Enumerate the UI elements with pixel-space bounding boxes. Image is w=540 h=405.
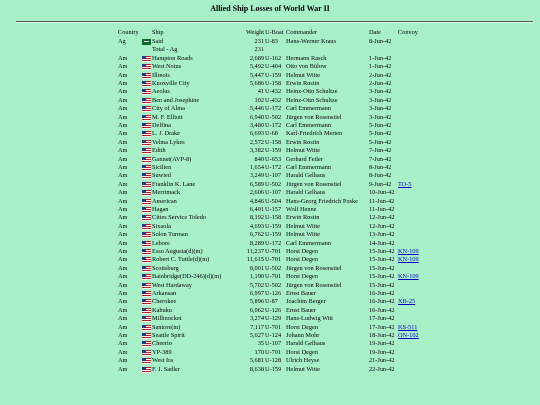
cell-commander: Erwin Rostin — [286, 214, 320, 222]
cell-ship: West Hardaway — [152, 281, 192, 289]
cell-country: Am — [118, 164, 128, 171]
flag-icon — [142, 106, 151, 112]
cell-country: Am — [118, 54, 128, 62]
cell-commander: Jürgen von Rosenstiel — [286, 113, 342, 121]
flag-icon — [142, 358, 151, 364]
cell-uboat: U-87 — [265, 298, 278, 306]
cell-weight: 6,762 — [249, 231, 264, 239]
flag-icon — [142, 341, 151, 347]
cell-weight: 6,589 — [249, 180, 264, 188]
cell-country: Am — [118, 197, 128, 205]
cell-weight: 1,190 — [249, 273, 264, 281]
flag-icon — [142, 299, 151, 305]
cell-country: Am — [118, 138, 128, 146]
flag-icon — [142, 182, 151, 188]
cell-uboat: U-504 — [265, 197, 282, 205]
cell-uboat: U-128 — [265, 357, 282, 365]
cell-commander: Horst Degen — [286, 256, 319, 264]
flag-icon — [142, 316, 151, 322]
cell-ship: Illinois — [152, 71, 170, 79]
cell-ship: Esso Augusta(d)(m) — [152, 248, 203, 255]
convoy-link[interactable]: TO-5 — [398, 180, 412, 188]
cell-date: 9-Jun-42 — [369, 180, 392, 188]
cell-ship: West Notus — [152, 63, 182, 71]
cell-commander: Helmut Witte — [286, 231, 321, 239]
cell-ship: Arkansan — [152, 290, 177, 297]
cell-ship: West Ira — [152, 357, 173, 365]
cell-ship: Aeolus — [152, 88, 170, 96]
cell-country: Am — [118, 113, 128, 121]
flag-icon — [142, 148, 151, 154]
cell-ship: Edith — [152, 147, 166, 155]
cell-commander: Ernst Bauer — [286, 290, 316, 297]
cell-country: Am — [118, 281, 128, 289]
cell-date: 8-Jun-42 — [369, 172, 392, 180]
cell-uboat: U-157 — [265, 206, 282, 213]
cell-uboat: U-432 — [265, 88, 282, 96]
cell-date: 3-Jun-42 — [369, 113, 392, 121]
cell-weight: 6,693 — [249, 130, 264, 138]
cell-uboat: U-124 — [265, 332, 282, 339]
cell-commander: Heinz-Otto Schultze — [286, 88, 338, 96]
cell-uboat: U-701 — [265, 256, 282, 264]
cell-weight: 8,192 — [249, 214, 264, 222]
cell-uboat: U-159 — [265, 231, 282, 239]
cell-date: 21-Jun-42 — [369, 357, 395, 365]
cell-weight: 102 — [254, 96, 264, 104]
cell-uboat: U-68 — [265, 130, 278, 138]
cell-country: Am — [118, 332, 128, 339]
cell-commander: Horst Degen — [286, 248, 319, 255]
flag-icon — [142, 283, 151, 289]
flag-icon — [142, 56, 151, 62]
cell-country: Am — [118, 365, 128, 373]
cell-date: 2-Jun-42 — [369, 71, 392, 79]
cell-country: Am — [118, 172, 128, 180]
cell-commander: Helmut Witte — [286, 222, 321, 230]
header-uboat: U-Boat — [265, 29, 284, 36]
flag-icon — [142, 98, 151, 104]
cell-date: 15-Jun-42 — [369, 256, 395, 264]
cell-country: Am — [118, 239, 128, 247]
cell-ship: F. J. Sadler — [152, 365, 180, 373]
flag-icon — [142, 115, 151, 121]
cell-commander: Horst Degen — [286, 348, 319, 356]
cell-uboat: U-701 — [265, 273, 282, 281]
cell-weight: 8,289 — [249, 239, 264, 247]
cell-commander: Heinz-Otto Schultze — [286, 96, 338, 104]
cell-uboat: U-432 — [265, 96, 282, 104]
cell-weight: 11,237 — [246, 248, 264, 255]
cell-country: Am — [118, 214, 128, 222]
cell-ship: Hampton Roads — [152, 54, 193, 62]
cell-uboat: U-158 — [265, 80, 282, 87]
cell-country: Am — [118, 155, 128, 163]
cell-ship: YP-389 — [152, 348, 172, 356]
flag-icon — [142, 173, 151, 179]
cell-ship: L. J. Drake — [152, 130, 180, 138]
cell-ship: Ben and Josephine — [152, 96, 200, 104]
cell-weight: 5,681 — [249, 357, 264, 365]
cell-uboat: U-653 — [265, 155, 282, 163]
page-title: Allied Ship Losses of World War II — [210, 4, 330, 13]
cell-ship: American — [152, 197, 177, 205]
cell-weight: 170 — [254, 348, 264, 356]
cell-date: 17-Jun-42 — [369, 323, 395, 331]
cell-uboat: U-159 — [265, 222, 282, 230]
cell-weight: 35 — [257, 340, 264, 348]
cell-uboat: U-172 — [265, 122, 282, 129]
cell-commander: Helmut Witte — [286, 147, 321, 155]
cell-uboat: U-126 — [265, 290, 282, 297]
cell-country: Am — [118, 222, 128, 230]
cell-ship: Scottsburg — [152, 264, 179, 272]
cell-weight: 41 — [257, 88, 264, 96]
cell-ship: Sixaola — [152, 222, 171, 230]
cell-uboat: U-107 — [265, 189, 282, 197]
cell-date: 3-Jun-42 — [369, 105, 392, 113]
cell-commander: Ernst Bauer — [286, 306, 316, 314]
flag-icon — [142, 308, 151, 314]
cell-uboat: U-162 — [265, 54, 282, 62]
cell-commander: Johann Mohr — [286, 332, 320, 339]
cell-commander: Jürgen von Rosenstiel — [286, 180, 342, 188]
cell-date: 17-Jun-42 — [369, 315, 395, 323]
cell-uboat: U-126 — [265, 306, 282, 314]
cell-country: Am — [118, 231, 128, 239]
cell-date: 2-Jun-42 — [369, 80, 392, 87]
cell-commander: Carl Emmermann — [286, 239, 331, 247]
cell-commander: Harald Gelhaus — [286, 172, 326, 180]
cell-country: Am — [118, 71, 128, 79]
cell-uboat: U-172 — [265, 239, 282, 247]
cell-date: 22-Jun-42 — [369, 365, 395, 373]
flag-icon — [142, 274, 151, 280]
cell-weight: 5,702 — [249, 281, 264, 289]
cell-uboat: U-701 — [265, 323, 282, 331]
cell-weight: 231 — [254, 38, 264, 45]
divider-rule — [16, 21, 533, 23]
cell-country: Am — [118, 256, 128, 264]
header-convoy: Convoy — [398, 29, 418, 36]
cell-date: 10-Jun-42 — [369, 189, 395, 197]
flag-icon — [142, 249, 151, 255]
cell-date: 15-Jun-42 — [369, 273, 395, 281]
cell-commander: Ulrich Heyse — [286, 357, 320, 365]
cell-ship: Merrimack — [152, 189, 180, 197]
flag-icon — [142, 257, 151, 263]
flag-icon — [142, 266, 151, 272]
cell-uboat: U-159 — [265, 365, 282, 373]
cell-weight: 3,382 — [249, 147, 264, 155]
cell-date: 15-Jun-42 — [369, 264, 395, 272]
flag-icon — [142, 123, 151, 129]
header-date: Date — [369, 29, 381, 36]
cell-uboat: U-159 — [265, 147, 282, 155]
convoy-link[interactable]: KN-109 — [398, 256, 419, 264]
cell-weight: 3,249 — [249, 172, 264, 180]
cell-ship: Knoxville City — [152, 80, 190, 87]
cell-ship: Cities Service Toledo — [152, 214, 207, 222]
flag-icon — [142, 291, 151, 297]
cell-commander: Erwin Rostin — [286, 138, 320, 146]
cell-ship: Hagan — [152, 206, 169, 213]
cell-uboat: U-158 — [265, 214, 282, 222]
flag-icon — [142, 73, 151, 79]
cell-commander: Gerhard Feiler — [286, 155, 323, 163]
cell-weight: 4,846 — [249, 197, 264, 205]
cell-country: Am — [118, 273, 128, 281]
cell-ship: Millinocket — [152, 315, 182, 323]
flag-icon — [142, 140, 151, 146]
cell-date: 7-Jun-42 — [369, 147, 392, 155]
cell-country: Am — [118, 189, 128, 197]
cell-weight: 2,689 — [249, 54, 264, 62]
cell-uboat: U-158 — [265, 138, 282, 146]
cell-date: 5-Jun-42 — [369, 130, 392, 138]
cell-commander: Otto von Bülow — [286, 63, 327, 71]
cell-country: Am — [118, 357, 128, 365]
cell-weight: 8,001 — [249, 264, 264, 272]
cell-country: Am — [118, 298, 128, 306]
cell-ship: Robert C. Tuttle(d)(m) — [152, 256, 210, 264]
cell-uboat: U-172 — [265, 164, 282, 171]
cell-date: 11-Jun-42 — [369, 206, 395, 213]
cell-ship: Sicilien — [152, 164, 172, 171]
cell-commander: Hans-Werner Kraus — [286, 38, 337, 45]
cell-weight: 4,693 — [249, 222, 264, 230]
cell-weight: 5,447 — [249, 71, 264, 79]
cell-weight: 5,492 — [249, 63, 264, 71]
cell-date: 1-Jun-42 — [369, 54, 392, 62]
cell-commander: Jürgen von Rosenstiel — [286, 281, 342, 289]
flag-icon — [142, 367, 151, 373]
flag-icon — [142, 325, 151, 331]
cell-uboat: U-404 — [265, 63, 282, 71]
cell-commander: Carl Emmermann — [286, 122, 331, 129]
cell-commander: Wolf Henne — [286, 206, 317, 213]
cell-commander: Hans-Georg Friedrich Poske — [286, 197, 358, 205]
flag-icon — [142, 350, 151, 356]
convoy-link[interactable]: KN-109 — [398, 248, 419, 255]
cell-date: 16-Jun-42 — [369, 306, 395, 314]
cell-commander: Carl Emmermann — [286, 105, 331, 113]
cell-ship: Lebore — [152, 239, 170, 247]
cell-country: Am — [118, 315, 128, 323]
cell-country: Am — [118, 248, 128, 255]
cell-weight: 8,638 — [249, 365, 264, 373]
cell-date: 14-Jun-42 — [369, 239, 395, 247]
cell-ship: Kahuku — [152, 306, 172, 314]
flag-icon — [142, 199, 151, 205]
cell-ship: Cherokee — [152, 298, 177, 306]
flag-icon — [142, 215, 151, 221]
cell-weight: 3,274 — [249, 315, 264, 323]
cell-commander: Helmut Witte — [286, 365, 321, 373]
convoy-link[interactable]: KN-109 — [398, 273, 419, 281]
convoy-link[interactable]: ON-102 — [398, 332, 419, 339]
flag-icon — [142, 64, 151, 70]
cell-commander: Helmut Witte — [286, 71, 321, 79]
cell-date: 3-Jun-42 — [369, 96, 392, 104]
cell-ship: Said — [152, 38, 164, 45]
cell-weight: 6,401 — [249, 206, 264, 213]
cell-weight: 840 — [254, 155, 264, 163]
cell-ship: Gannet(AVP-8) — [152, 155, 192, 163]
cell-commander: Hans-Ludwig Witt — [286, 315, 334, 323]
cell-weight: 5,896 — [249, 298, 264, 306]
cell-ship: Total - Ag — [152, 46, 178, 54]
flag-icon — [142, 224, 151, 230]
cell-uboat: U-107 — [265, 340, 282, 348]
cell-ship: Franklin K. Lane — [152, 180, 196, 188]
cell-ship: Solon Turman — [152, 231, 188, 239]
cell-country: Am — [118, 130, 128, 138]
cell-date: 8-Jun-42 — [369, 164, 392, 171]
cell-commander: Harald Gelhaus — [286, 189, 326, 197]
cell-date: 3-Jun-42 — [369, 88, 392, 96]
cell-country: Am — [118, 122, 128, 129]
cell-date: 16-Jun-42 — [369, 298, 395, 306]
cell-uboat: U-502 — [265, 180, 282, 188]
cell-date: 19-Jun-42 — [369, 348, 395, 356]
cell-ship: Suwied — [152, 172, 171, 180]
cell-weight: 11,615 — [246, 256, 264, 264]
header-commander: Commander — [286, 29, 318, 36]
cell-date: 5-Jun-42 — [369, 122, 392, 129]
cell-weight: 6,997 — [249, 290, 264, 297]
flag-icon — [142, 131, 151, 137]
cell-uboat: U-701 — [265, 348, 282, 356]
flag-icon — [142, 39, 151, 45]
flag-icon — [142, 241, 151, 247]
cell-country: Am — [118, 340, 128, 348]
cell-weight: 7,117 — [250, 323, 264, 331]
cell-ship: Santore(m) — [152, 323, 181, 331]
cell-uboat: U-83 — [265, 38, 278, 45]
cell-country: Am — [118, 264, 128, 272]
cell-uboat: U-172 — [265, 105, 282, 113]
header-ship: Ship — [152, 29, 164, 36]
cell-date: 12-Jun-42 — [369, 222, 395, 230]
cell-commander: Carl Emmermann — [286, 164, 331, 171]
cell-commander: Joachim Berger — [286, 298, 326, 306]
cell-country: Am — [118, 96, 128, 104]
cell-weight: 1,654 — [249, 164, 264, 171]
cell-uboat: U-159 — [265, 71, 282, 79]
cell-weight: 5,627 — [249, 332, 264, 339]
cell-date: 19-Jun-42 — [369, 340, 395, 348]
cell-weight: 5,446 — [249, 105, 264, 113]
cell-uboat: U-129 — [265, 315, 282, 323]
cell-country: Am — [118, 105, 128, 113]
cell-country: Ag — [118, 38, 126, 45]
cell-ship: Cheerio — [152, 340, 172, 348]
flag-icon — [142, 81, 151, 87]
cell-date: 12-Jun-42 — [369, 214, 395, 222]
cell-country: Am — [118, 290, 128, 297]
cell-country: Am — [118, 206, 128, 213]
cell-country: Am — [118, 306, 128, 314]
cell-commander: Horst Degen — [286, 273, 319, 281]
cell-weight: 231 — [254, 46, 264, 54]
cell-uboat: U-107 — [265, 172, 282, 180]
cell-date: 15-Jun-42 — [369, 248, 395, 255]
cell-weight: 6,062 — [249, 306, 264, 314]
cell-uboat: U-701 — [265, 248, 282, 255]
cell-uboat: U-502 — [265, 264, 282, 272]
cell-commander: Harald Gelhaus — [286, 340, 326, 348]
flag-icon — [142, 157, 151, 163]
cell-date: 11-Jun-42 — [369, 197, 395, 205]
cell-ship: Seattle Spirit — [152, 332, 185, 339]
cell-commander: Horst Degen — [286, 323, 319, 331]
cell-weight: 6,940 — [249, 113, 264, 121]
cell-weight: 2,572 — [249, 138, 264, 146]
cell-date: 5-Jun-42 — [369, 138, 392, 146]
flag-icon — [142, 190, 151, 196]
cell-country: Am — [118, 180, 128, 188]
cell-date: 1-Jun-42 — [369, 63, 392, 71]
cell-ship: City of Alma — [152, 105, 185, 113]
cell-weight: 3,480 — [249, 122, 264, 129]
cell-country: Am — [118, 80, 128, 87]
cell-country: Am — [118, 323, 128, 331]
convoy-link[interactable]: XB-25 — [398, 298, 416, 306]
cell-ship: Delfina — [152, 122, 171, 129]
cell-commander: Jürgen von Rosenstiel — [286, 264, 342, 272]
header-weight: Weight — [245, 29, 264, 36]
cell-country: Am — [118, 147, 128, 155]
cell-date: 7-Jun-42 — [369, 155, 392, 163]
cell-ship: Velma Lykes — [152, 138, 185, 146]
cell-weight: 2,606 — [249, 189, 264, 197]
cell-ship: Bainbridge(DD-246)(d)(m) — [152, 273, 222, 281]
cell-weight: 5,686 — [249, 80, 264, 87]
cell-date: 18-Jun-42 — [369, 332, 395, 339]
cell-country: Am — [118, 63, 128, 71]
cell-country: Am — [118, 88, 128, 96]
flag-icon — [142, 89, 151, 95]
cell-uboat: U-502 — [265, 113, 282, 121]
cell-commander: Erwin Rostin — [286, 80, 320, 87]
flag-icon — [142, 333, 151, 339]
flag-icon — [142, 207, 151, 213]
cell-country: Am — [118, 348, 128, 356]
convoy-link[interactable]: KS-511 — [398, 323, 418, 331]
cell-ship: M. F. Elliott — [152, 113, 183, 121]
cell-date: 15-Jun-42 — [369, 281, 395, 289]
cell-date: 16-Jun-42 — [369, 290, 395, 297]
cell-commander: Hermann Rasch — [286, 54, 327, 62]
cell-date: 13-Jun-42 — [369, 231, 395, 239]
flag-icon — [142, 165, 151, 171]
cell-date: 8-Jun-42 — [369, 38, 392, 45]
flag-icon — [142, 232, 151, 238]
cell-uboat: U-502 — [265, 281, 282, 289]
cell-commander: Karl-Friedrich Merten — [286, 130, 343, 138]
header-country: Country — [118, 29, 139, 36]
